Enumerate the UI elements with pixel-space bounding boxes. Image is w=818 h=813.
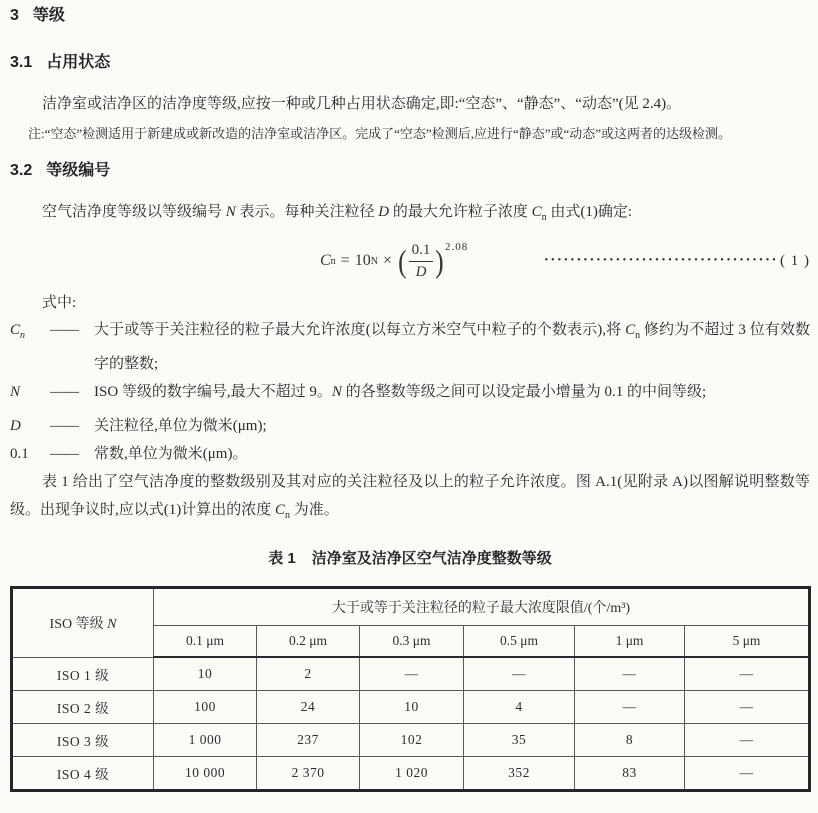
definition-text: 关注粒径,单位为微米(μm); — [94, 418, 267, 434]
cell-value: 24 — [257, 691, 360, 724]
note-label: 注: — [28, 126, 45, 141]
cell-value: 4 — [464, 691, 575, 724]
cell-value: — — [685, 657, 810, 691]
definition-list — [10, 316, 810, 468]
table-row-iso4 — [12, 757, 810, 791]
cell-value: — — [685, 757, 810, 791]
subsection-number: 3.2 — [10, 162, 33, 179]
variable-Cn: C — [275, 502, 286, 518]
formula-lhs: C — [320, 252, 331, 269]
definition-item-D — [10, 412, 810, 440]
cell-value: 8 — [575, 724, 685, 757]
variable-Cn-sub: n — [285, 510, 291, 521]
cleanliness-class-table — [10, 586, 811, 792]
cell-value: — — [360, 657, 464, 691]
definition-term: 0.1 — [10, 446, 29, 462]
definition-text: ISO 等级的数字编号,最大不超过 9。N 的各整数等级之间可以设定最小增量为 0.1 的中间等级; — [94, 384, 707, 400]
cell-value: — — [575, 657, 685, 691]
header-size-0-1um: 0.1 μm — [154, 626, 257, 658]
paragraph-class-number — [10, 198, 810, 232]
row-label: ISO 2 级 — [12, 691, 154, 724]
text-run: 表 1 给出了空气洁净度的整数级别及其对应的关注粒径及以上的粒子允许浓度。图 A.1(见附录 A)以图解说明整数等级。出现争议时,应以式(1)计算出的浓度 — [10, 474, 810, 518]
definition-item-0-1 — [10, 440, 810, 468]
where-label: 式中: — [42, 295, 77, 311]
open-paren: ( — [398, 243, 407, 279]
subsection-heading-3-2 — [10, 160, 810, 182]
text-run: 空气洁净度等级以等级编号 — [42, 204, 226, 220]
cell-value: — — [685, 724, 810, 757]
cell-value: 1 000 — [154, 724, 257, 757]
header-iso-class: ISO 等级 N — [12, 588, 154, 658]
cell-value: 352 — [464, 757, 575, 791]
cell-value: 10 — [360, 691, 464, 724]
header-size-0-5um: 0.5 μm — [464, 626, 575, 658]
cell-value: 2 — [257, 657, 360, 691]
subsection-number: 3.1 — [10, 54, 33, 71]
subsection-title: 占用状态 — [46, 54, 111, 71]
fraction-numerator: 0.1 — [409, 241, 434, 262]
cell-value: 237 — [257, 724, 360, 757]
subsection-title: 等级编号 — [46, 162, 111, 179]
cell-value: 10 — [154, 657, 257, 691]
table-row-iso2 — [12, 691, 810, 724]
equation-number: ( 1 ) — [780, 252, 810, 269]
definition-term: D — [10, 418, 21, 434]
text-run: 的最大允许粒子浓度 — [389, 204, 532, 220]
cell-value: — — [464, 657, 575, 691]
cell-value: 10 000 — [154, 757, 257, 791]
row-label: ISO 1 级 — [12, 657, 154, 691]
definition-dash: —— — [50, 418, 78, 434]
row-label: ISO 3 级 — [12, 724, 154, 757]
text-run: 为准。 — [290, 502, 339, 518]
paragraph-table-intro — [10, 468, 810, 530]
cell-value: — — [685, 691, 810, 724]
definition-term: $C_n$ — [10, 322, 26, 341]
cell-value: 100 — [154, 691, 257, 724]
table-number: 表 1 — [268, 550, 296, 567]
variable-Cn-sub: n — [541, 212, 547, 223]
fraction-denominator: D — [415, 263, 427, 280]
equation-1 — [320, 241, 468, 282]
note-body: “空态”检测适用于新建成或新改造的洁净室或洁净区。完成了“空态”检测后,应进行“静态”或“动态”或这两者的达级检测。 — [44, 126, 732, 141]
formula-base: 10 — [354, 252, 371, 269]
text-run: 表示。每种关注粒径 — [235, 204, 379, 220]
cell-value: 35 — [464, 724, 575, 757]
definition-dash: —— — [50, 446, 78, 462]
note-text — [10, 120, 810, 148]
formula-lhs-sub: n — [330, 255, 336, 267]
cell-value: 102 — [360, 724, 464, 757]
table-title — [10, 548, 810, 570]
section-number: 3 — [10, 7, 19, 24]
header-size-0-2um: 0.2 μm — [257, 626, 360, 658]
definition-term: N — [10, 384, 21, 400]
dot-leader: ···································· — [543, 251, 778, 268]
equals-sign: = — [340, 252, 350, 269]
variable-D: D — [378, 204, 390, 220]
formula-exponent: 2.08 — [445, 241, 469, 253]
paragraph-occupancy-states: 洁净室或洁净区的洁净度等级,应按一种或几种占用状态确定,即:“空态”、“静态”、“动态”(见 2.4)。 — [42, 96, 682, 112]
definition-dash: —— — [50, 384, 78, 400]
cell-value: 83 — [575, 757, 685, 791]
cell-value: — — [575, 691, 685, 724]
definition-item-N — [10, 378, 810, 412]
definition-text: 大于或等于关注粒径的粒子最大允许浓度(以每立方米空气中粒子的个数表示),将 $C_n$ 修约为不超过 3 位有效数字的整数; — [94, 322, 810, 372]
cell-value: 1 020 — [360, 757, 464, 791]
section-heading-3 — [10, 5, 810, 27]
variable-Cn: C — [531, 204, 542, 220]
definition-item-Cn — [10, 316, 810, 378]
cell-value: 2 370 — [257, 757, 360, 791]
section-title: 等级 — [32, 7, 65, 24]
fraction — [409, 241, 434, 282]
table-row-iso3 — [12, 724, 810, 757]
header-concentration-limit: 大于或等于关注粒径的粒子最大浓度限值/(个/m³) — [154, 588, 810, 626]
header-size-5um: 5 μm — [685, 626, 810, 658]
variable-N: N — [225, 204, 236, 220]
equation-1-row — [10, 238, 810, 284]
table-caption: 洁净室及洁净区空气洁净度整数等级 — [311, 550, 552, 567]
equation-leader — [544, 253, 810, 270]
header-size-1um: 1 μm — [575, 626, 685, 658]
definition-text: 常数,单位为微米(μm)。 — [94, 446, 248, 462]
text-run: 由式(1)确定: — [546, 204, 633, 220]
formula-base-exponent: N — [370, 255, 378, 267]
row-label: ISO 4 级 — [12, 757, 154, 791]
subsection-heading-3-1 — [10, 52, 810, 74]
times-sign: × — [382, 252, 392, 269]
close-paren: ) — [435, 243, 444, 279]
table-row-iso1 — [12, 657, 810, 691]
definition-dash: —— — [50, 322, 78, 338]
header-size-0-3um: 0.3 μm — [360, 626, 464, 658]
